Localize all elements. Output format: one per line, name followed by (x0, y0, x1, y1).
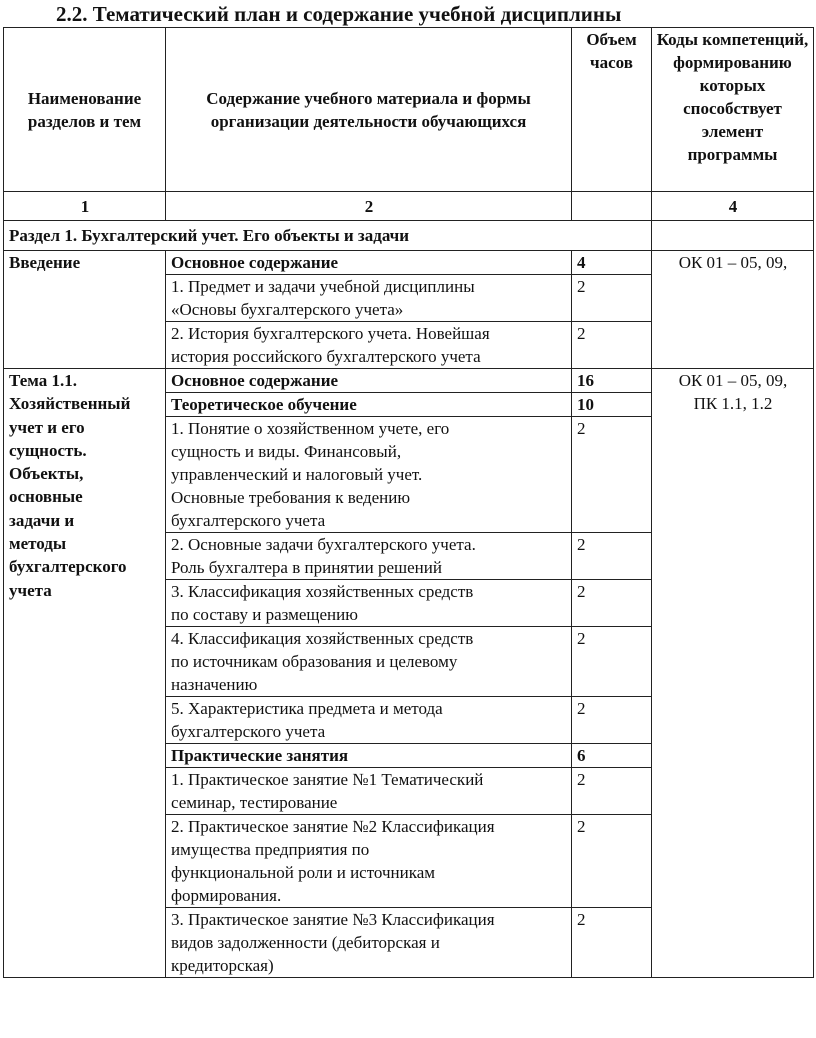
content-cell: 2. История бухгалтерского учета. Новейшая история российского бухгалтерского учета (166, 322, 572, 369)
content-cell: 1. Практическое занятие №1 Тематический семинар, тестирование (166, 768, 572, 815)
content-cell: 1. Предмет и задачи учебной дисциплины «Основы бухгалтерского учета» (166, 275, 572, 322)
intro-name: Введение (4, 251, 166, 369)
content-cell: 5. Характеристика предмета и метода бухгалтерского учета (166, 697, 572, 744)
table-row (4, 251, 814, 275)
column-number-4: 4 (652, 192, 814, 221)
hours-cell: 2 (572, 815, 652, 908)
header-competence-codes: Коды компетенций, формированию которых способствует элемент программы (652, 28, 814, 192)
column-number-1: 1 (4, 192, 166, 221)
content-cell: Основное содержание (166, 369, 572, 393)
hours-cell: 2 (572, 275, 652, 322)
hours-cell: 2 (572, 908, 652, 978)
section-row (4, 221, 814, 251)
intro-codes: ОК 01 – 05, 09, (652, 251, 814, 369)
hours-cell: 2 (572, 768, 652, 815)
content-cell: 3. Практическое занятие №3 Классификация видов задолженности (дебиторская и кредиторская) (166, 908, 572, 978)
topic-1-1-codes: ОК 01 – 05, 09, ПК 1.1, 1.2 (652, 369, 814, 978)
content-cell: 3. Классификация хозяйственных средств по составу и размещению (166, 580, 572, 627)
content-cell: 1. Понятие о хозяйственном учете, его сущность и виды. Финансовый, управленческий и налоговый учет. Основные требования к ведению бухгалтерского учета (166, 417, 572, 533)
content-cell: Практические занятия (166, 744, 572, 768)
hours-cell: 2 (572, 627, 652, 697)
header-row (4, 28, 814, 192)
hours-cell: 6 (572, 744, 652, 768)
content-cell: 2. Практическое занятие №2 Классификация имущества предприятия по функциональной роли и источникам формирования. (166, 815, 572, 908)
column-number-3 (572, 192, 652, 221)
hours-cell: 2 (572, 533, 652, 580)
hours-cell: 10 (572, 393, 652, 417)
header-content: Содержание учебного материала и формы организации деятельности обучающихся (166, 28, 572, 192)
content-cell: 2. Основные задачи бухгалтерского учета. Роль бухгалтера в принятии решений (166, 533, 572, 580)
hours-cell: 2 (572, 322, 652, 369)
section-title: Раздел 1. Бухгалтерский учет. Его объекты и задачи (4, 221, 652, 251)
document-title: 2.2. Тематический план и содержание учебной дисциплины (56, 2, 622, 26)
content-cell: Теоретическое обучение (166, 393, 572, 417)
thematic-plan-table (3, 27, 814, 978)
hours-cell: 2 (572, 580, 652, 627)
hours-cell: 4 (572, 251, 652, 275)
column-number-2: 2 (166, 192, 572, 221)
section-codes-cell (652, 221, 814, 251)
header-hours: Объем часов (572, 28, 652, 192)
header-sections: Наименование разделов и тем (4, 28, 166, 192)
content-cell: 4. Классификация хозяйственных средств по источникам образования и целевому назначению (166, 627, 572, 697)
topic-1-1-name: Тема 1.1. Хозяйственный учет и его сущность. Объекты, основные задачи и методы бухгалтерского учета (4, 369, 166, 978)
hours-cell: 2 (572, 697, 652, 744)
hours-cell: 2 (572, 417, 652, 533)
hours-cell: 16 (572, 369, 652, 393)
table-row (4, 369, 814, 393)
column-numbers-row (4, 192, 814, 221)
content-cell: Основное содержание (166, 251, 572, 275)
